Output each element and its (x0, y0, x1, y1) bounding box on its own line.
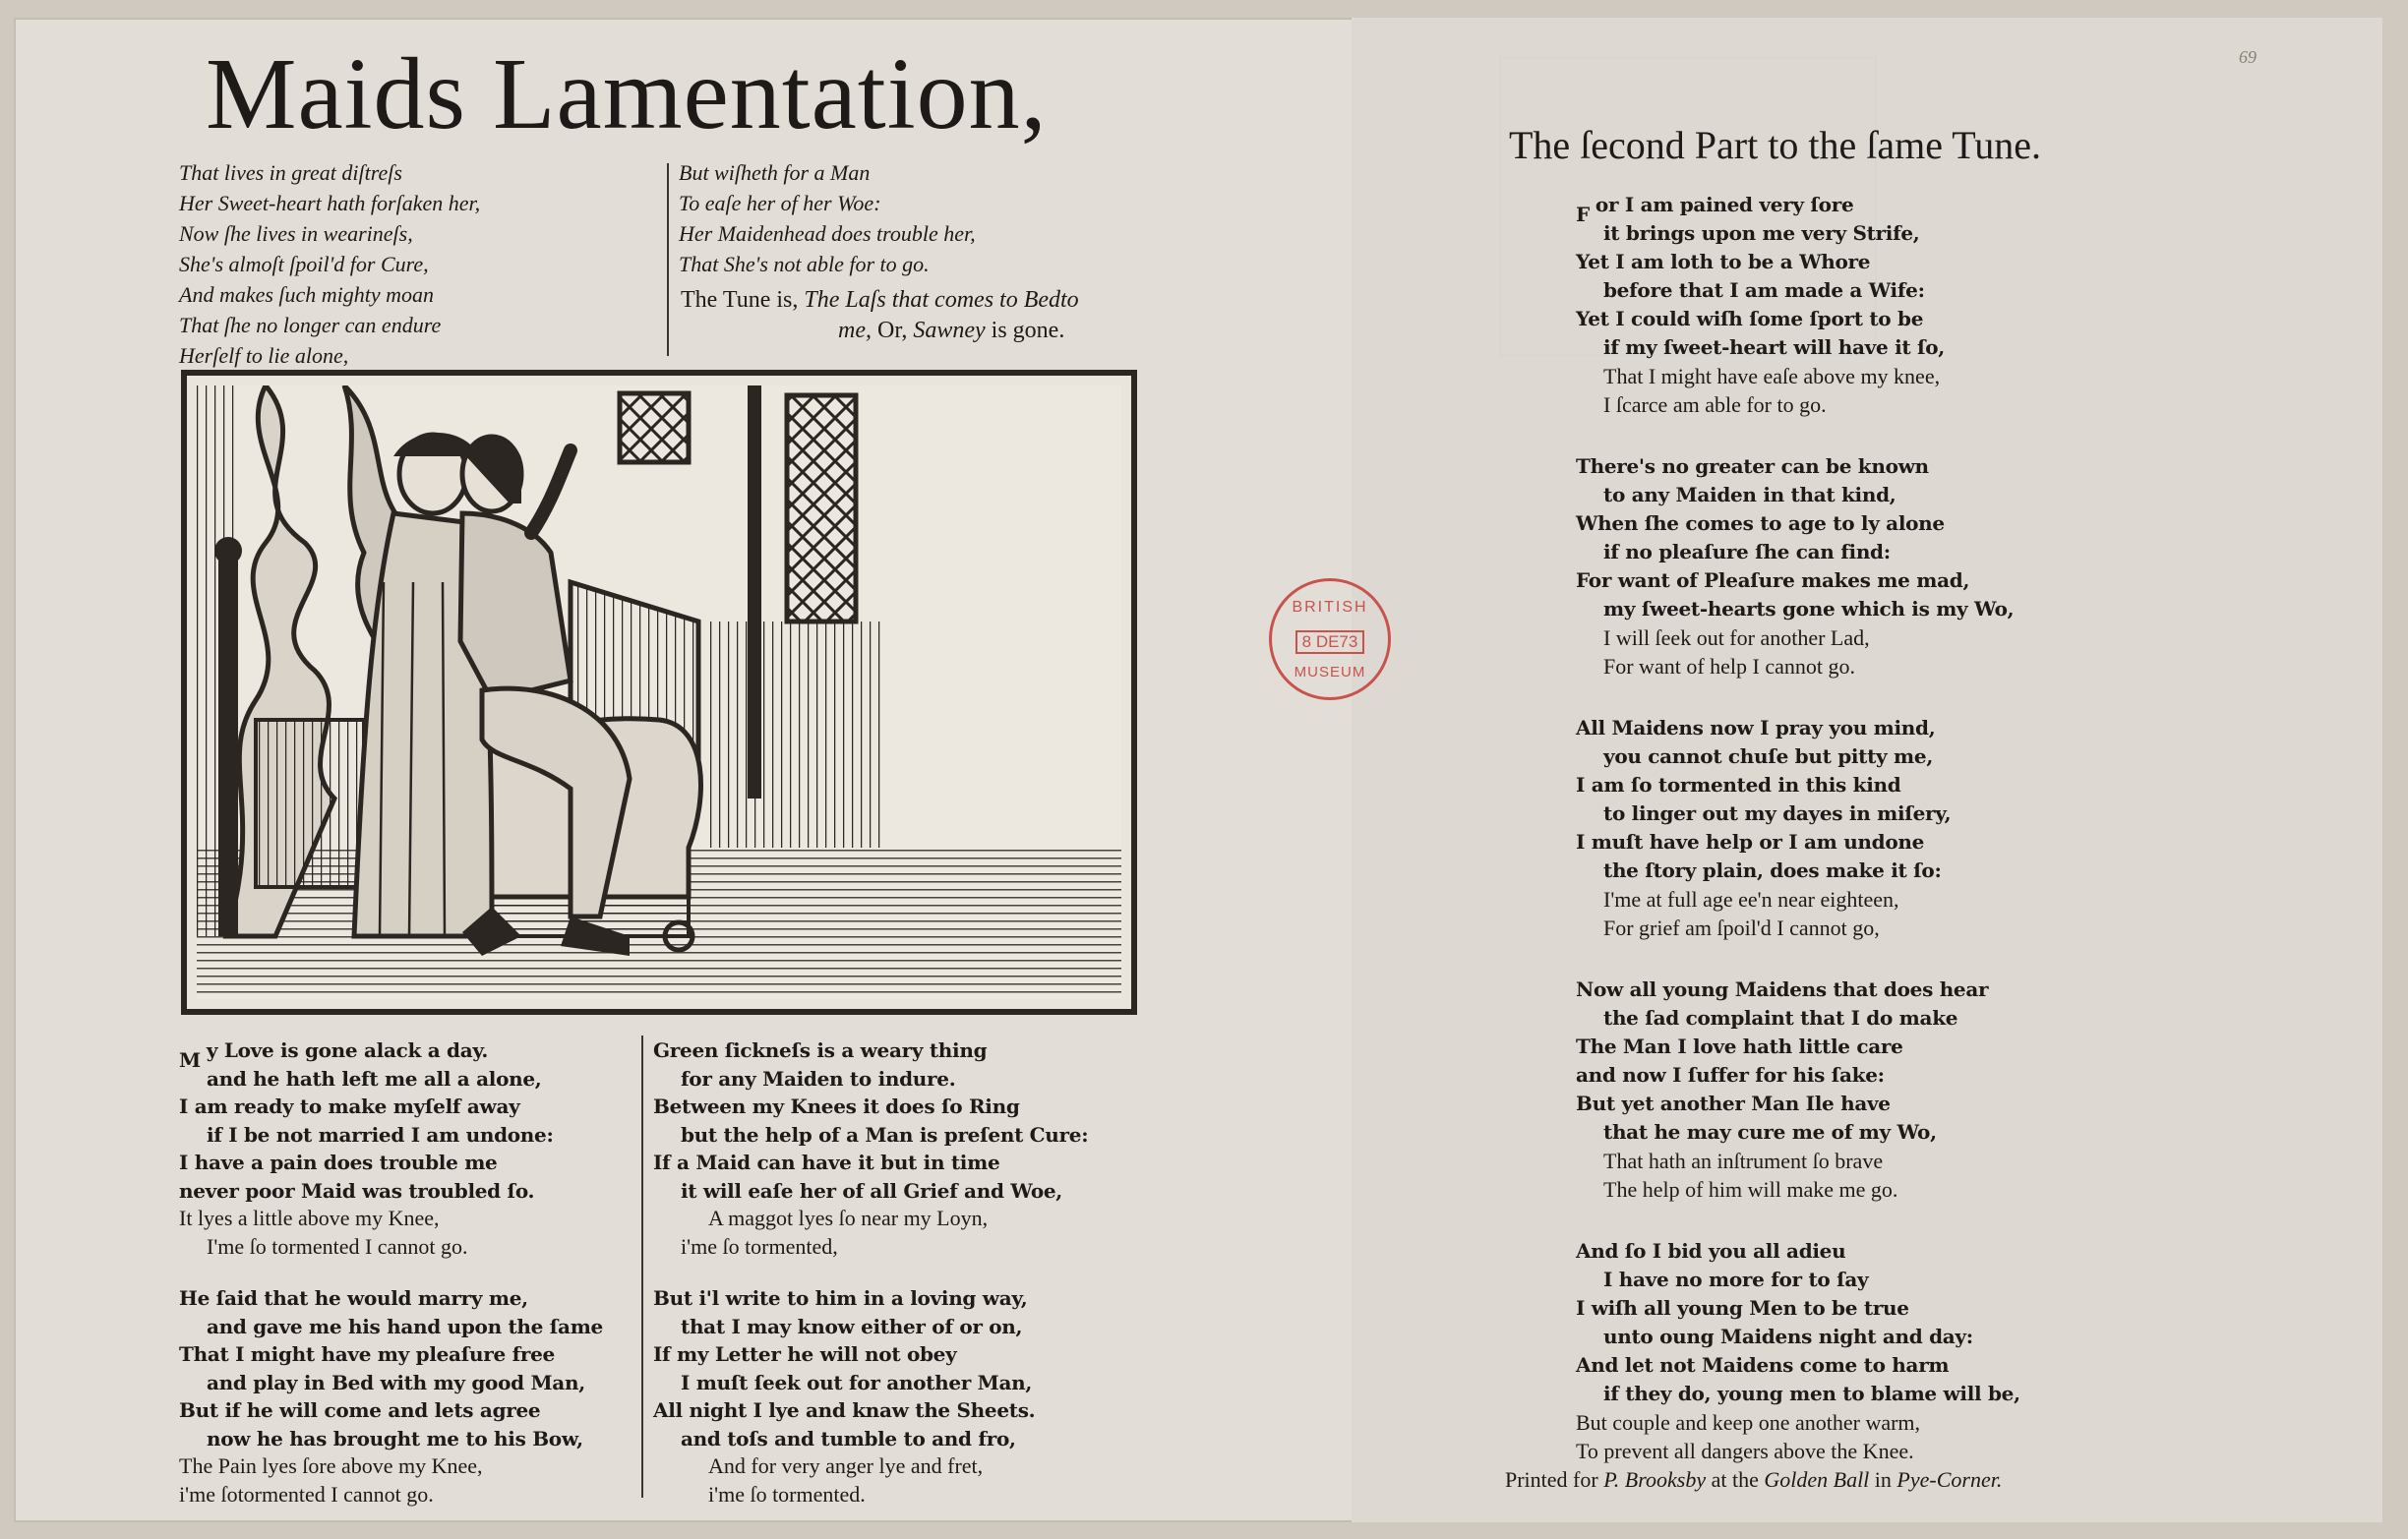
intro-line: She's almoſt ſpoil'd for Cure, (179, 252, 429, 276)
intro-line: Now ſhe lives in wearineſs, (179, 221, 413, 246)
verse-column-1 (179, 1036, 603, 1509)
verse-line: The Man I love hath little care (1576, 1035, 1903, 1058)
verse-line: I ſcarce am able for to go. (1603, 392, 1827, 417)
verse-line: I will ſeek out for another Lad, (1603, 625, 1870, 650)
verse-line: before that I am made a Wife: (1603, 278, 1925, 302)
verse-line: That I might have eaſe above my knee, (1603, 364, 1941, 388)
verse-line: And let not Maidens come to harm (1576, 1353, 1950, 1377)
verse-line: unto oung Maidens night and day: (1603, 1325, 1973, 1348)
stanza-gap (1576, 1204, 2020, 1237)
verse-line: All night I lye and knaw the Sheets. (653, 1398, 1036, 1422)
verse-line: I have a pain does trouble me (179, 1151, 498, 1174)
intro-line: To eaſe her of her Woe: (679, 191, 881, 215)
imprint-pre: Printed for (1505, 1467, 1598, 1492)
tune-name-2: Sawney (913, 318, 986, 343)
second-part-title: The ſecond Part to the ſame Tune. (1509, 123, 2042, 167)
verse-line: and play in Bed with my good Man, (207, 1370, 585, 1394)
verse-line: i'me ſotormented I cannot go. (179, 1481, 434, 1507)
intro-line: That lives in great diſtreſs (179, 160, 402, 185)
verse-line: And for very anger lye and fret, (708, 1453, 984, 1478)
tune-note (681, 285, 1079, 346)
verse-line: but the help of a Man is preſent Cure: (681, 1122, 1089, 1147)
verse-line: I wiſh all young Men to be true (1576, 1296, 1909, 1320)
intro-line: Her Maidenhead does trouble her, (679, 221, 976, 246)
verse-line: you cannot chuſe but pitty me, (1603, 744, 1933, 768)
verse-line: Now all young Maidens that does hear (1576, 977, 1989, 1001)
tune-name-1-end: me, (838, 318, 872, 343)
drop-capital: M (179, 1048, 201, 1072)
verse-line: Yet I could wiſh ſome ſport to be (1576, 307, 1924, 330)
verse-line: But i'l write to him in a loving way, (653, 1286, 1028, 1310)
imprint-line (1505, 1467, 2002, 1493)
tune-lead: The Tune is, (681, 287, 799, 313)
verse-line: For want of Pleaſure makes me mad, (1576, 568, 1970, 592)
broadside-sheet (14, 18, 2382, 1522)
verse-line: I'me ſo tormented I cannot go. (207, 1233, 468, 1259)
verse-line: But couple and keep one another warm, (1576, 1410, 1921, 1435)
verse-line: It lyes a little above my Knee, (179, 1206, 440, 1230)
verse-line: if I be not married I am undone: (207, 1122, 554, 1147)
verse-line: and he hath left me all a alone, (207, 1066, 542, 1091)
verse-line: There's no greater can be known (1576, 454, 1929, 478)
intro-line: Herſelf to lie alone, (179, 343, 349, 368)
verse-line: and toſs and tumble to and fro, (681, 1426, 1016, 1450)
verse-line: to any Maiden in that kind, (1603, 483, 1896, 506)
intro-left (179, 157, 480, 371)
intro-divider (667, 163, 669, 356)
intro-line: And makes ſuch mighty moan (179, 282, 435, 307)
verse-column-2 (653, 1036, 1088, 1509)
verse-line: my ſweet-hearts gone which is my Wo, (1603, 597, 2015, 621)
verse-line: for any Maiden to indure. (681, 1066, 956, 1091)
verse-line: Yet I am loth to be a Whore (1576, 250, 1871, 273)
drop-capital: F (1576, 203, 1590, 226)
verse-line: now he has brought me to his Bow, (207, 1426, 583, 1450)
verse-line: I am ready to make myſelf away (179, 1095, 520, 1118)
verse-line: For want of help I cannot go. (1603, 654, 1855, 679)
verse-line: A maggot lyes ſo near my Loyn, (708, 1206, 989, 1230)
verse-lines-col1 (179, 1036, 603, 1509)
verse-line: that he may cure me of my Wo, (1603, 1120, 1937, 1144)
column-divider (641, 1036, 643, 1498)
verse-line: and now I ſuffer for his ſake: (1576, 1063, 1885, 1087)
intro-line: That ſhe no longer can endure (179, 313, 442, 337)
verse-line: If my Letter he will not obey (653, 1342, 957, 1366)
stanza-gap (653, 1261, 1088, 1284)
intro-right (679, 157, 976, 279)
imprint-printer: P. Brooksby (1603, 1467, 1707, 1492)
imprint-in: in (1874, 1467, 1892, 1492)
verse-lines-second-part (1576, 191, 2020, 1465)
imprint-mid: at the (1711, 1467, 1759, 1492)
verse-line: Between my Knees it does ſo Ring (653, 1095, 1020, 1118)
verse-line: i'me ſo tormented, (681, 1233, 838, 1259)
verse-line: I'me at full age ee'n near eighteen, (1603, 887, 1899, 912)
intro-line: But wiſheth for a Man (679, 160, 871, 185)
verse-line: I am ſo tormented in this kind (1576, 773, 1901, 797)
tune-name-1: The Laſs that comes to Bedto (804, 287, 1079, 313)
intro-line: That She's not able for to go. (679, 252, 930, 276)
verse-line: to linger out my dayes in miſery, (1603, 801, 1952, 825)
british-museum-stamp (1269, 578, 1391, 700)
imprint-sign: Golden Ball (1764, 1467, 1870, 1492)
verse-line: But yet another Man Ile have (1576, 1092, 1891, 1115)
verse-line: if they do, young men to blame will be, (1603, 1382, 2020, 1405)
verse-line: i'me ſo tormented. (708, 1481, 866, 1507)
main-title: Maids Lamentation, (206, 37, 1048, 150)
verse-line: I muſt ſeek out for another Man, (681, 1370, 1033, 1394)
stanza-gap (179, 1261, 603, 1284)
verse-line: To prevent all dangers above the Knee. (1576, 1439, 1914, 1463)
stamp-top: BRITISH (1292, 599, 1368, 616)
verse-line: All Maidens now I pray you mind, (1576, 716, 1936, 740)
verse-lines-col2 (653, 1036, 1088, 1509)
stanza-gap (1576, 942, 2020, 976)
verse-line: if no pleaſure ſhe can find: (1603, 540, 1891, 563)
stanza-gap (1576, 681, 2020, 714)
tune-name-2-end: is gone. (991, 318, 1065, 343)
verse-line: That I might have my pleaſure free (179, 1342, 555, 1366)
verse-line: The Pain lyes ſore above my Knee, (179, 1453, 483, 1478)
verse-line: That hath an inſtrument ſo brave (1603, 1149, 1884, 1173)
verse-line: I have no more for to ſay (1603, 1268, 1869, 1291)
woodcut-bedroom-couple-icon (197, 385, 1121, 999)
verse-line: or I am pained very ſore (1595, 193, 1854, 216)
verse-line: that I may know either of or on, (681, 1314, 1023, 1338)
verse-line: But if he will come and lets agree (179, 1398, 541, 1422)
stanza-gap (1576, 419, 2020, 452)
verse-line: the ſtory plain, does make it ſo: (1603, 858, 1942, 882)
verse-line: When ſhe comes to age to ly alone (1576, 511, 1945, 535)
woodcut-illustration (181, 370, 1137, 1015)
stamp-bottom: MUSEUM (1294, 664, 1366, 681)
imprint-place: Pye-Corner. (1896, 1467, 2003, 1492)
verse-line: and gave me his hand upon the ſame (207, 1314, 603, 1338)
intro-line: Her Sweet-heart hath forſaken her, (179, 191, 481, 215)
verse-line: y Love is gone alack a day. (206, 1038, 489, 1062)
verse-line: I muſt have help or I am undone (1576, 830, 1925, 854)
verse-line: if my ſweet-heart will have it ſo, (1603, 335, 1945, 359)
second-part-verse (1576, 191, 2020, 1465)
tune-or: Or, (876, 318, 908, 343)
verse-line: He ſaid that he would marry me, (179, 1286, 528, 1310)
verse-line: never poor Maid was troubled ſo. (179, 1178, 535, 1203)
verse-line: If a Maid can have it but in time (653, 1151, 1000, 1174)
stamp-date: 8 DE73 (1295, 630, 1364, 654)
verse-line: the ſad complaint that I do make (1603, 1006, 1958, 1030)
verse-line: For grief am ſpoil'd I cannot go, (1603, 916, 1880, 940)
verse-line: The help of him will make me go. (1603, 1177, 1898, 1202)
folio-number: 69 (2239, 47, 2257, 67)
verse-line: it brings upon me very Strife, (1603, 221, 1920, 245)
verse-line: it will eaſe her of all Grief and Woe, (681, 1178, 1062, 1203)
verse-line: And ſo I bid you all adieu (1576, 1239, 1846, 1263)
verse-line: Green ſickneſs is a weary thing (653, 1038, 988, 1062)
